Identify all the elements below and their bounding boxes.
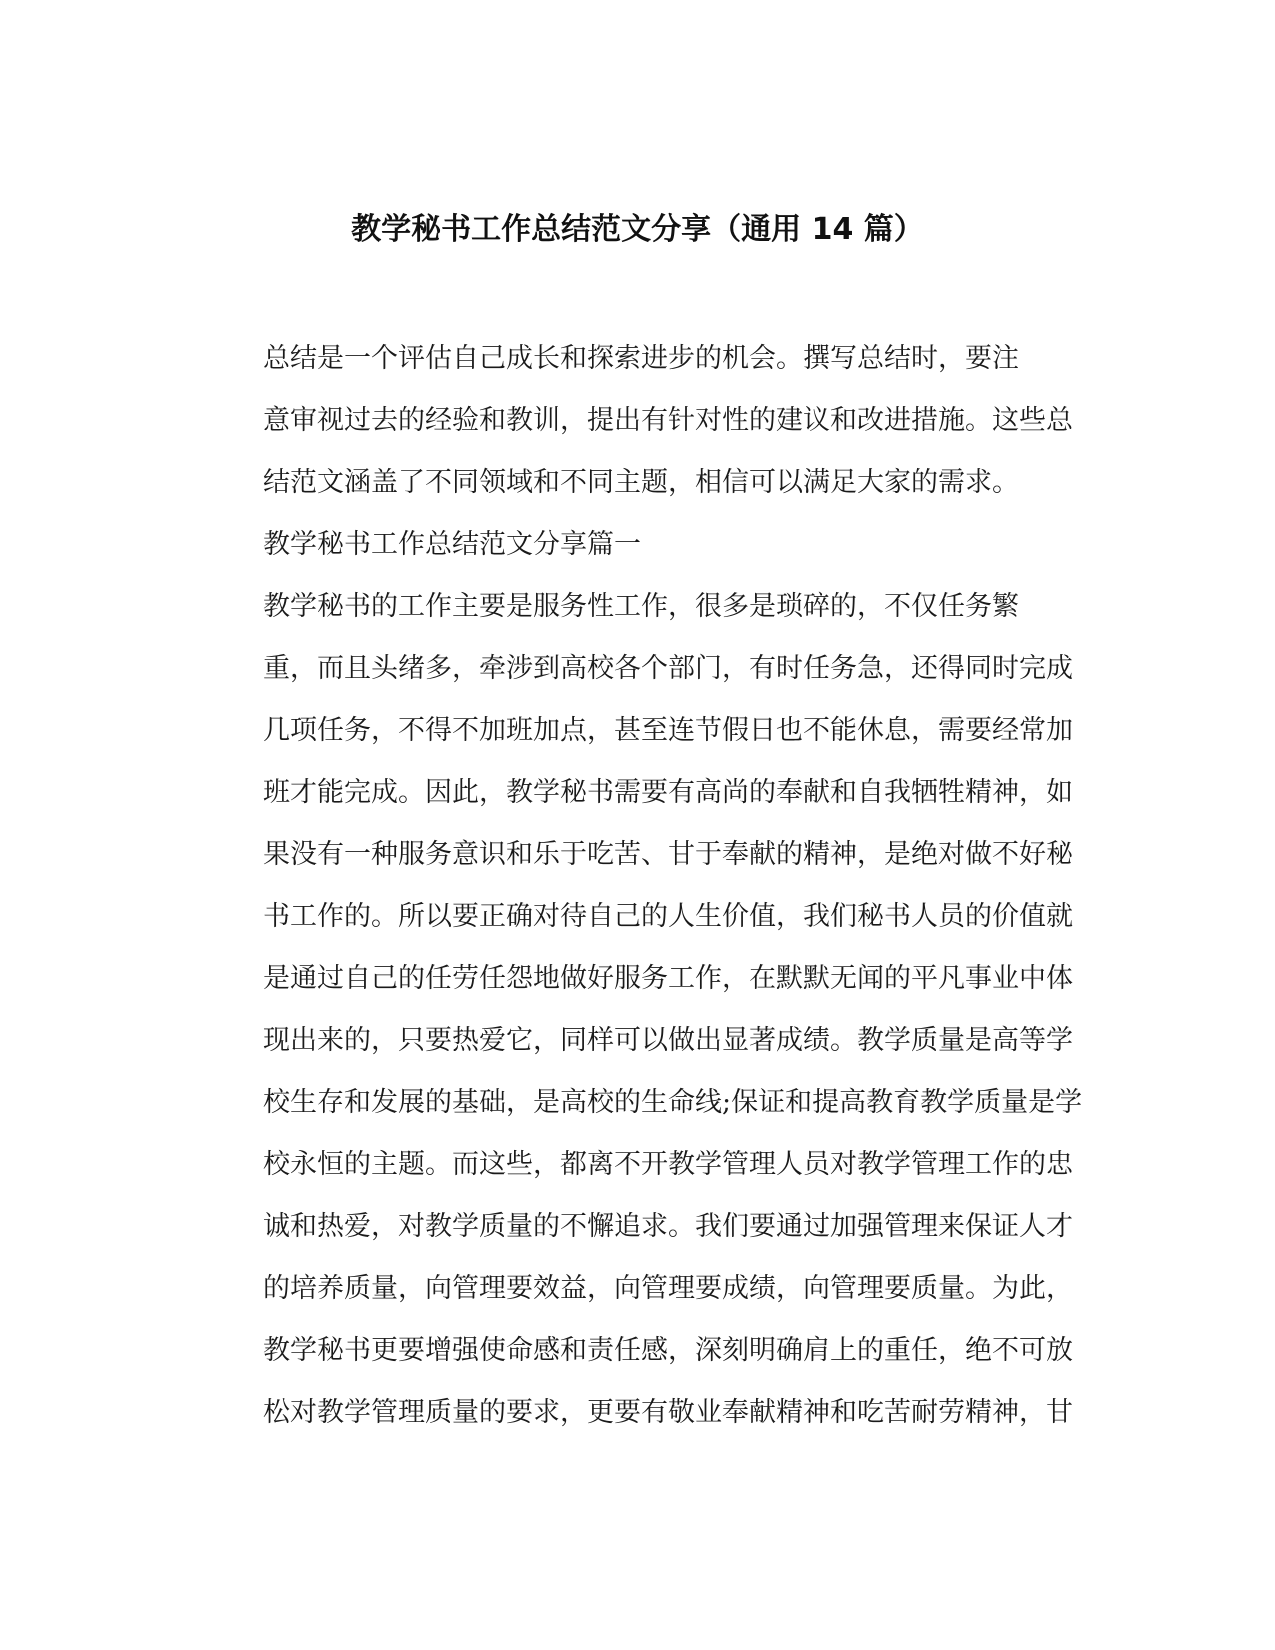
text-line: 意审视过去的经验和教训，提出有针对性的建议和改进措施。这些总	[263, 405, 1073, 436]
text-line: 班才能完成。因此，教学秘书需要有高尚的奉献和自我牺牲精神，如	[263, 777, 1073, 808]
text-line: 总结是一个评估自己成长和探索进步的机会。撰写总结时，要注	[263, 343, 1019, 374]
text-line: 果没有一种服务意识和乐于吃苦、甘于奉献的精神，是绝对做不好秘	[263, 839, 1073, 870]
text-line: 书工作的。所以要正确对待自己的人生价值，我们秘书人员的价值就	[263, 901, 1073, 932]
text-line: 是通过自己的任劳任怨地做好服务工作，在默默无闻的平凡事业中体	[263, 963, 1073, 994]
text-line: 诚和热爱，对教学质量的不懈追求。我们要通过加强管理来保证人才	[263, 1211, 1073, 1242]
body-paragraph	[189, 576, 1089, 1444]
text-line: 教学秘书工作总结范文分享篇一	[263, 529, 641, 560]
text-line: 校永恒的主题。而这些，都离不开教学管理人员对教学管理工作的忠	[263, 1149, 1073, 1180]
intro-paragraph	[189, 328, 1089, 514]
text-line: 几项任务，不得不加班加点，甚至连节假日也不能休息，需要经常加	[263, 715, 1073, 746]
text-line: 结范文涵盖了不同领域和不同主题，相信可以满足大家的需求。	[263, 467, 1019, 498]
text-line: 现出来的，只要热爱它，同样可以做出显著成绩。教学质量是高等学	[263, 1025, 1073, 1056]
section-heading	[189, 514, 1089, 576]
document-title: 教学秘书工作总结范文分享（通用 14 篇）	[351, 212, 924, 247]
text-line: 校生存和发展的基础，是高校的生命线;保证和提高教育教学质量是学	[263, 1087, 1083, 1118]
text-line: 松对教学管理质量的要求，更要有敬业奉献精神和吃苦耐劳精神，甘	[263, 1397, 1073, 1428]
text-line: 教学秘书的工作主要是服务性工作，很多是琐碎的，不仅任务繁	[263, 591, 1019, 622]
text-line: 教学秘书更要增强使命感和责任感，深刻明确肩上的重任，绝不可放	[263, 1335, 1073, 1366]
document-body	[189, 328, 1089, 1444]
text-line: 重，而且头绪多，牵涉到高校各个部门，有时任务急，还得同时完成	[263, 653, 1073, 684]
text-line: 的培养质量，向管理要效益，向管理要成绩，向管理要质量。为此，	[263, 1273, 1073, 1304]
